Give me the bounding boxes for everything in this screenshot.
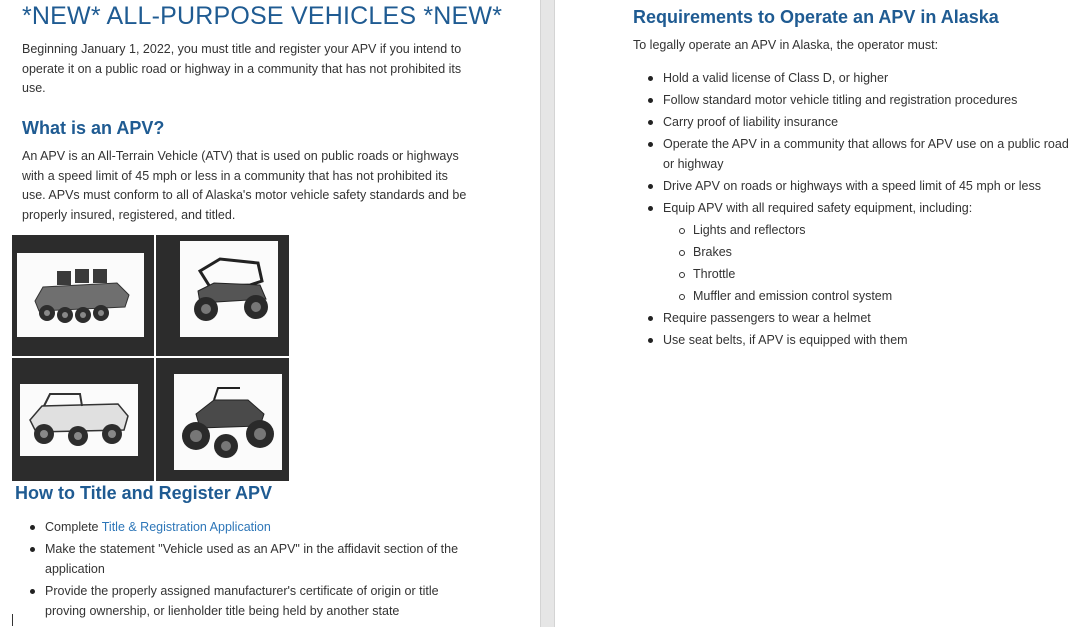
page-gutter [540,0,555,627]
list-item: Carry proof of liability insurance [663,112,1077,132]
list-item: Require passengers to wear a helmet [663,308,1077,328]
sub-list-item: Throttle [693,264,1077,284]
sub-list-item: Brakes [693,242,1077,262]
image-cell [156,235,289,356]
title-registration-application-link[interactable]: Title & Registration Application [101,520,271,534]
image-cell [156,358,289,481]
bullet-icon [30,589,35,594]
list-item: Make the statement "Vehicle used as an APV" in the affidavit section of the application [45,539,475,579]
right-page [555,0,1080,627]
circle-bullet-icon [679,228,685,234]
text-cursor [12,614,13,626]
circle-bullet-icon [679,294,685,300]
apv-image-grid [12,235,289,481]
what-is-apv-heading: What is an APV? [22,118,165,138]
bullet-icon [30,547,35,552]
bullet-icon [648,76,653,81]
list-item: Hold a valid license of Class D, or higher [663,68,1077,88]
list-item: Complete Title & Registration Application [45,517,475,537]
bullet-icon [648,338,653,343]
bullet-icon [648,120,653,125]
circle-bullet-icon [679,250,685,256]
sub-list-item: Lights and reflectors [693,220,1077,240]
image-cell [12,235,154,356]
image-cell [12,358,154,481]
intro-paragraph: Beginning January 1, 2022, you must title and register your APV if you intend to operate it on a public road or highway in a community that has not prohibited its use. [22,42,462,95]
bullet-icon [648,206,653,211]
what-is-apv-paragraph: An APV is an All-Terrain Vehicle (ATV) that is used on public roads or highways with a speed limit of 45 mph or less in a community that has not prohibited its use. APVs must conform to all of Alaska's motor vehicle safety standards and be properly insured, registered, and titled. [22,149,467,222]
bullet-icon [648,98,653,103]
list-item: Drive APV on roads or highways with a speed limit of 45 mph or less [663,176,1077,196]
requirements-heading: Requirements to Operate an APV in Alaska [633,7,999,27]
list-item: Use seat belts, if APV is equipped with them [663,330,1077,350]
bullet-icon [30,525,35,530]
requirements-intro: To legally operate an APV in Alaska, the operator must: [633,38,939,52]
amphibious-6-wheel-vehicle-photo [20,384,138,456]
bullet-icon [648,184,653,189]
amphibious-8-wheel-vehicle-photo [17,253,144,337]
utv-side-by-side-photo [180,241,278,337]
page-title: *NEW* ALL-PURPOSE VEHICLES *NEW* [22,2,503,30]
sub-list-item: Muffler and emission control system [693,286,1077,306]
atv-quad-photo [174,374,282,470]
bullet-icon [648,142,653,147]
how-to-title-heading: How to Title and Register APV [15,483,273,503]
safety-equipment-sublist [663,220,1077,306]
list-item: Equip APV with all required safety equipment, including: Lights and reflectors Brakes Throttle Muffler and emission control system [663,198,1077,306]
list-item: Follow standard motor vehicle titling and registration procedures [663,90,1077,110]
circle-bullet-icon [679,272,685,278]
requirements-list [663,68,1077,352]
list-item: Provide the properly assigned manufacturer's certificate of origin or title proving ownership, or lienholder title being held by another state [45,581,475,621]
how-to-title-list [45,517,475,623]
list-item: Operate the APV in a community that allows for APV use on a public road or highway [663,134,1077,174]
bullet-icon [648,316,653,321]
